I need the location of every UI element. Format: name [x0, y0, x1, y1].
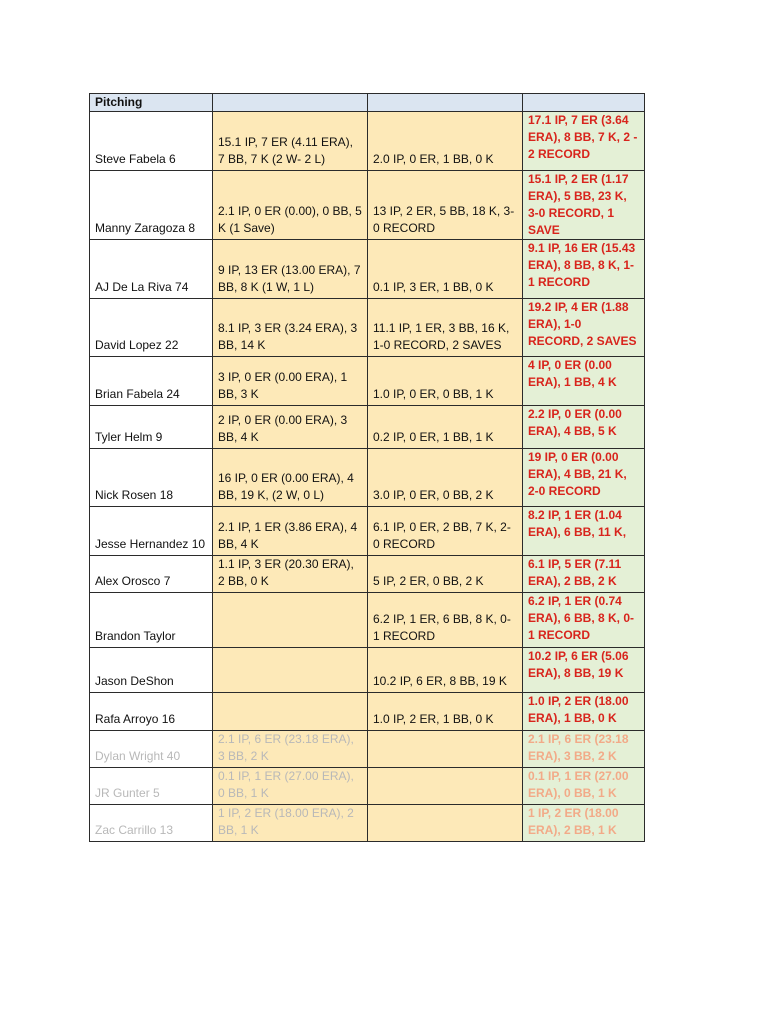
total-stats: 6.2 IP, 1 ER (0.74 ERA), 6 BB, 8 K, 0-1 RECORD	[523, 593, 645, 648]
table-row	[90, 357, 645, 406]
season-1-stats: 0.1 IP, 1 ER (27.00 ERA), 0 BB, 1 K	[213, 768, 368, 805]
player-name: Dylan Wright 40	[90, 731, 213, 768]
season-1-stats	[213, 648, 368, 693]
player-name: Brandon Taylor	[90, 593, 213, 648]
season-1-stats: 16 IP, 0 ER (0.00 ERA), 4 BB, 19 K, (2 W, 0 L)	[213, 449, 368, 507]
table-row	[90, 171, 645, 240]
season-2-stats: 2.0 IP, 0 ER, 1 BB, 0 K	[368, 112, 523, 171]
table-row	[90, 240, 645, 299]
season-2-stats	[368, 805, 523, 842]
season-1-stats: 8.1 IP, 3 ER (3.24 ERA), 3 BB, 14 K	[213, 299, 368, 357]
player-name: Brian Fabela 24	[90, 357, 213, 406]
player-name: David Lopez 22	[90, 299, 213, 357]
total-stats: 15.1 IP, 2 ER (1.17 ERA), 5 BB, 23 K, 3-0 RECORD, 1 SAVE	[523, 171, 645, 240]
player-name: JR Gunter 5	[90, 768, 213, 805]
table-header-row	[90, 94, 645, 112]
total-stats: 6.1 IP, 5 ER (7.11 ERA), 2 BB, 2 K	[523, 556, 645, 593]
season-2-stats: 10.2 IP, 6 ER, 8 BB, 19 K	[368, 648, 523, 693]
player-name: Tyler Helm 9	[90, 406, 213, 449]
season-2-stats: 1.0 IP, 2 ER, 1 BB, 0 K	[368, 693, 523, 731]
player-name: Jason DeShon	[90, 648, 213, 693]
season-2-stats: 1.0 IP, 0 ER, 0 BB, 1 K	[368, 357, 523, 406]
season-2-stats	[368, 768, 523, 805]
total-stats: 2.1 IP, 6 ER (23.18 ERA), 3 BB, 2 K	[523, 731, 645, 768]
table-row	[90, 805, 645, 842]
header-col-3	[368, 94, 523, 112]
table-row	[90, 449, 645, 507]
season-2-stats: 13 IP, 2 ER, 5 BB, 18 K, 3-0 RECORD	[368, 171, 523, 240]
player-name: Alex Orosco 7	[90, 556, 213, 593]
total-stats: 8.2 IP, 1 ER (1.04 ERA), 6 BB, 11 K,	[523, 507, 645, 556]
season-1-stats	[213, 593, 368, 648]
total-stats: 19.2 IP, 4 ER (1.88 ERA), 1-0 RECORD, 2 SAVES	[523, 299, 645, 357]
total-stats: 1 IP, 2 ER (18.00 ERA), 2 BB, 1 K	[523, 805, 645, 842]
season-1-stats: 15.1 IP, 7 ER (4.11 ERA), 7 BB, 7 K (2 W- 2 L)	[213, 112, 368, 171]
season-2-stats: 11.1 IP, 1 ER, 3 BB, 16 K, 1-0 RECORD, 2 SAVES	[368, 299, 523, 357]
season-1-stats: 2.1 IP, 0 ER (0.00), 0 BB, 5 K (1 Save)	[213, 171, 368, 240]
season-1-stats: 3 IP, 0 ER (0.00 ERA), 1 BB, 3 K	[213, 357, 368, 406]
table-row	[90, 507, 645, 556]
pitching-stats-table	[89, 93, 645, 842]
total-stats: 4 IP, 0 ER (0.00 ERA), 1 BB, 4 K	[523, 357, 645, 406]
header-col-4	[523, 94, 645, 112]
season-2-stats: 0.2 IP, 0 ER, 1 BB, 1 K	[368, 406, 523, 449]
table-row	[90, 593, 645, 648]
season-1-stats: 2.1 IP, 1 ER (3.86 ERA), 4 BB, 4 K	[213, 507, 368, 556]
season-1-stats: 1 IP, 2 ER (18.00 ERA), 2 BB, 1 K	[213, 805, 368, 842]
season-2-stats: 6.2 IP, 1 ER, 6 BB, 8 K, 0-1 RECORD	[368, 593, 523, 648]
total-stats: 1.0 IP, 2 ER (18.00 ERA), 1 BB, 0 K	[523, 693, 645, 731]
header-col-2	[213, 94, 368, 112]
table-row	[90, 768, 645, 805]
table-row	[90, 693, 645, 731]
player-name: Manny Zaragoza 8	[90, 171, 213, 240]
total-stats: 0.1 IP, 1 ER (27.00 ERA), 0 BB, 1 K	[523, 768, 645, 805]
season-1-stats: 1.1 IP, 3 ER (20.30 ERA), 2 BB, 0 K	[213, 556, 368, 593]
total-stats: 9.1 IP, 16 ER (15.43 ERA), 8 BB, 8 K, 1-1 RECORD	[523, 240, 645, 299]
season-2-stats	[368, 731, 523, 768]
table-row	[90, 112, 645, 171]
table-row	[90, 556, 645, 593]
player-name: AJ De La Riva 74	[90, 240, 213, 299]
season-1-stats: 2 IP, 0 ER (0.00 ERA), 3 BB, 4 K	[213, 406, 368, 449]
player-name: Jesse Hernandez 10	[90, 507, 213, 556]
total-stats: 10.2 IP, 6 ER (5.06 ERA), 8 BB, 19 K	[523, 648, 645, 693]
season-2-stats: 6.1 IP, 0 ER, 2 BB, 7 K, 2-0 RECORD	[368, 507, 523, 556]
season-2-stats: 0.1 IP, 3 ER, 1 BB, 0 K	[368, 240, 523, 299]
total-stats: 17.1 IP, 7 ER (3.64 ERA), 8 BB, 7 K, 2 - 2 RECORD	[523, 112, 645, 171]
table-row	[90, 299, 645, 357]
player-name: Rafa Arroyo 16	[90, 693, 213, 731]
season-1-stats	[213, 693, 368, 731]
total-stats: 19 IP, 0 ER (0.00 ERA), 4 BB, 21 K, 2-0 RECORD	[523, 449, 645, 507]
total-stats: 2.2 IP, 0 ER (0.00 ERA), 4 BB, 5 K	[523, 406, 645, 449]
table-row	[90, 648, 645, 693]
player-name: Steve Fabela 6	[90, 112, 213, 171]
table-row	[90, 406, 645, 449]
season-1-stats: 9 IP, 13 ER (13.00 ERA), 7 BB, 8 K (1 W, 1 L)	[213, 240, 368, 299]
season-2-stats: 3.0 IP, 0 ER, 0 BB, 2 K	[368, 449, 523, 507]
season-2-stats: 5 IP, 2 ER, 0 BB, 2 K	[368, 556, 523, 593]
player-name: Nick Rosen 18	[90, 449, 213, 507]
table-row	[90, 731, 645, 768]
header-pitching: Pitching	[90, 94, 213, 112]
player-name: Zac Carrillo 13	[90, 805, 213, 842]
season-1-stats: 2.1 IP, 6 ER (23.18 ERA), 3 BB, 2 K	[213, 731, 368, 768]
